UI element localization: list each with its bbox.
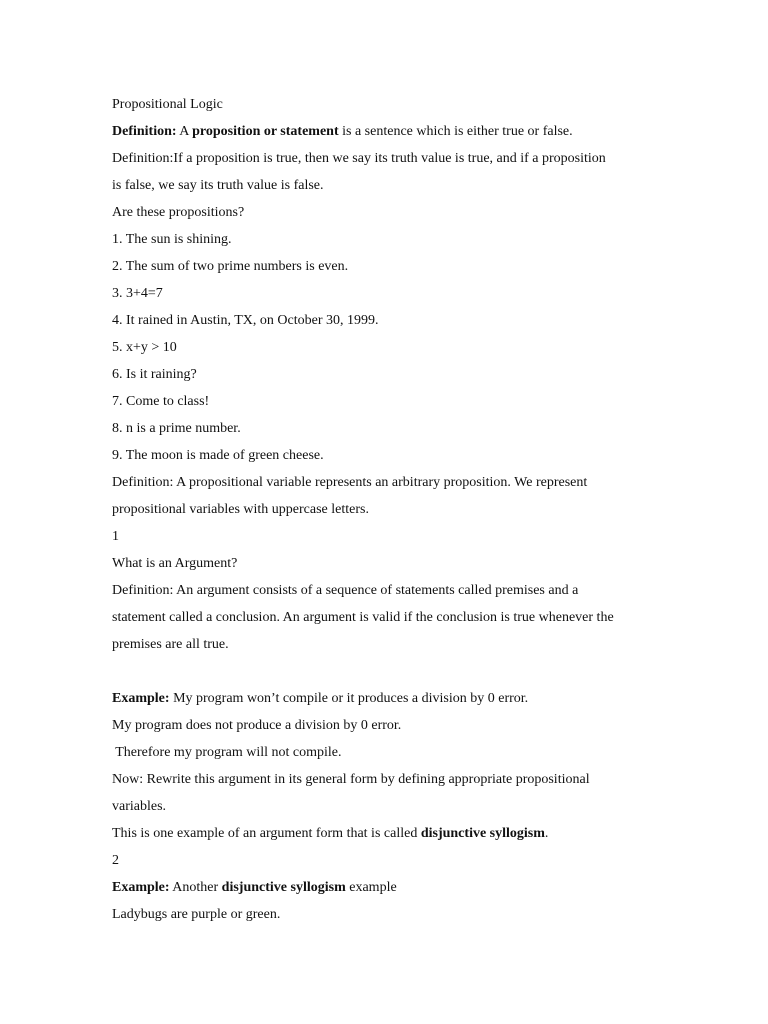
definition-variable-line2: propositional variables with uppercase letters. — [112, 502, 369, 517]
page-number: 2 — [112, 853, 119, 868]
document-page — [112, 91, 652, 928]
rewrite-line1: Now: Rewrite this argument in its general form by defining appropriate propositional — [112, 772, 590, 787]
list-item: 1. The sun is shining. — [112, 232, 232, 247]
term-disjunctive-syllogism: disjunctive syllogism — [420, 826, 545, 841]
list-item: 2. The sum of two prime numbers is even. — [112, 259, 349, 274]
example-one-conclusion: Therefore my program will not compile. — [112, 745, 342, 760]
list-item: 8. n is a prime number. — [112, 421, 241, 436]
argument-form-note: This is one example of an argument form that is called disjunctive syllogism. — [112, 826, 549, 841]
term-proposition: proposition or statement — [192, 124, 339, 139]
list-item: 6. Is it raining? — [112, 367, 197, 382]
question: Are these propositions? — [112, 205, 245, 220]
example-two: Example: Another disjunctive syllogism example — [112, 880, 397, 895]
example-label: Example: — [112, 691, 170, 706]
term-disjunctive-syllogism: disjunctive syllogism — [221, 880, 346, 895]
definition-truth-value-line2: is false, we say its truth value is false. — [112, 178, 324, 193]
definition-truth-value-line1: Definition:If a proposition is true, then we say its truth value is true, and if a proposition — [112, 151, 606, 166]
definition-proposition: Definition: A proposition or statement is a sentence which is either true or false. — [112, 124, 573, 139]
list-item: 3. 3+4=7 — [112, 286, 163, 301]
example-two-premise: Ladybugs are purple or green. — [112, 907, 281, 922]
blank-line — [112, 658, 652, 685]
section-heading-argument: What is an Argument? — [112, 556, 238, 571]
definition-argument-line3: premises are all true. — [112, 637, 229, 652]
list-item: 5. x+y > 10 — [112, 340, 177, 355]
definition-argument-line1: Definition: An argument consists of a sequence of statements called premises and a — [112, 583, 579, 598]
rewrite-line2: variables. — [112, 799, 167, 814]
list-item: 9. The moon is made of green cheese. — [112, 448, 324, 463]
definition-label: Definition: — [112, 124, 177, 139]
list-item: 4. It rained in Austin, TX, on October 30, 1999. — [112, 313, 379, 328]
example-one: Example: My program won’t compile or it produces a division by 0 error. — [112, 691, 529, 706]
example-label: Example: — [112, 880, 170, 895]
definition-argument-line2: statement called a conclusion. An argument is valid if the conclusion is true whenever the — [112, 610, 614, 625]
page-number: 1 — [112, 529, 119, 544]
document-title: Propositional Logic — [112, 97, 223, 112]
example-one-premise: My program does not produce a division by 0 error. — [112, 718, 402, 733]
list-item: 7. Come to class! — [112, 394, 210, 409]
definition-variable-line1: Definition: A propositional variable represents an arbitrary proposition. We represent — [112, 475, 588, 490]
